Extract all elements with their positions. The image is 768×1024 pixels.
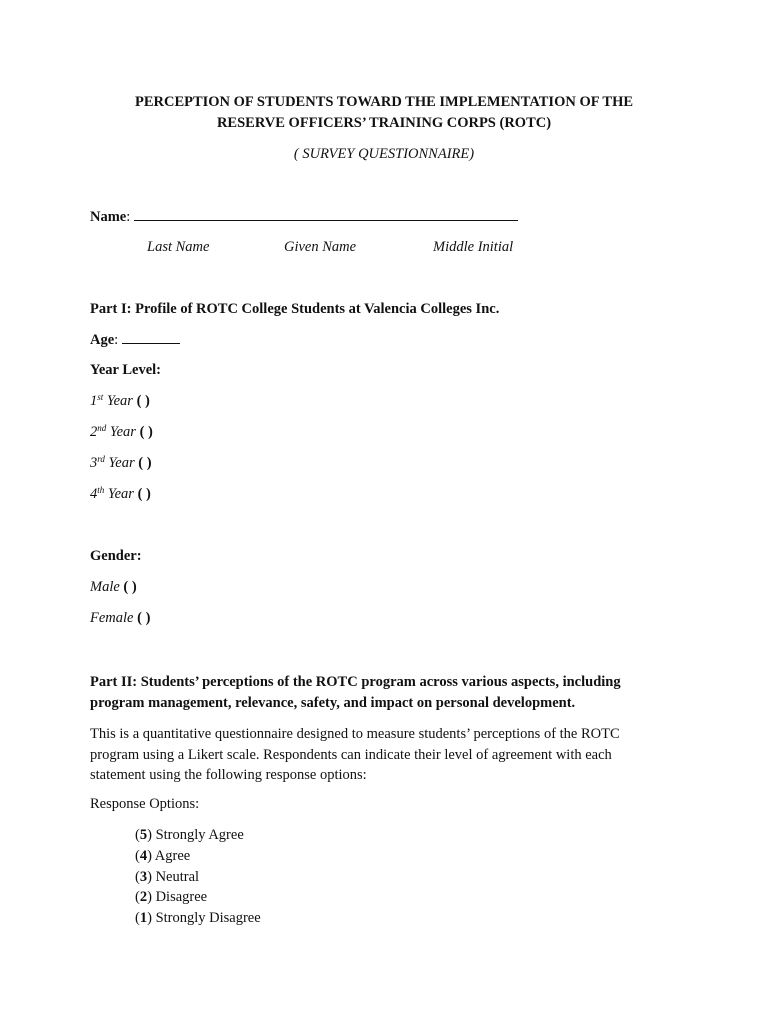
name-colon: : — [126, 209, 131, 225]
name-label: Name — [90, 209, 127, 225]
year-option-sup: nd — [97, 423, 107, 433]
year-option-checkbox[interactable]: ( ) — [137, 486, 151, 502]
gender-label: Gender: — [90, 548, 142, 564]
response-option-value: 1 — [139, 910, 148, 926]
gender-option-checkbox[interactable]: ( ) — [123, 579, 137, 595]
title-line-2: RESERVE OFFICERS’ TRAINING CORPS (ROTC) — [216, 115, 552, 131]
gender-option-checkbox[interactable]: ( ) — [137, 610, 151, 626]
response-option-5: (5) Strongly Agree — [135, 827, 244, 843]
response-option-label: Neutral — [151, 869, 200, 885]
name-input-line[interactable] — [134, 208, 518, 221]
response-option-value: 2 — [139, 889, 148, 905]
year-option-checkbox[interactable]: ( ) — [139, 424, 153, 440]
response-option-value: 3 — [139, 869, 148, 885]
age-input-line[interactable] — [122, 331, 180, 344]
response-option-label: Strongly Agree — [151, 827, 244, 843]
response-option-4: (4) Agree — [135, 848, 191, 864]
gender-option-male[interactable] — [90, 579, 137, 596]
middle-initial-label: Middle Initial — [433, 239, 514, 255]
year-level-label: Year Level: — [90, 362, 161, 378]
year-option-checkbox[interactable]: ( ) — [136, 393, 150, 409]
year-option-sup: st — [97, 392, 104, 402]
gender-option-label: Female — [90, 610, 134, 626]
year-option-word: Year — [103, 393, 133, 409]
response-option-label: Disagree — [151, 889, 208, 905]
age-row — [90, 331, 180, 349]
gender-option-label: Male — [90, 579, 120, 595]
year-option-sup: th — [97, 485, 105, 495]
response-option-label: Strongly Disagree — [151, 910, 261, 926]
response-options-label: Response Options: — [90, 796, 200, 812]
part1-heading: Part I: Profile of ROTC College Students at Valencia Colleges Inc. — [90, 301, 500, 317]
subtitle: ( SURVEY QUESTIONNAIRE) — [293, 146, 475, 162]
year-option-4[interactable] — [90, 486, 151, 503]
year-option-num: 2 — [90, 424, 98, 440]
year-option-3[interactable] — [90, 455, 152, 472]
response-option-2: (2) Disagree — [135, 889, 208, 905]
age-label: Age — [90, 332, 115, 348]
year-option-num: 3 — [90, 455, 98, 471]
year-option-word: Year — [104, 455, 135, 471]
age-colon: : — [114, 332, 119, 348]
response-option-value: 4 — [139, 848, 148, 864]
year-option-word: Year — [106, 424, 136, 440]
name-row — [90, 208, 518, 226]
year-option-1[interactable] — [90, 393, 150, 410]
part2-intro: This is a quantitative questionnaire designed to measure students’ perceptions of the ROTC program using a Likert scale. Respondents can indicate their level of agreement with each statement using the following response options: — [90, 726, 620, 783]
response-option-label: Agree — [151, 848, 191, 864]
year-option-word: Year — [104, 486, 134, 502]
year-option-checkbox[interactable]: ( ) — [138, 455, 152, 471]
year-option-sup: rd — [97, 454, 105, 464]
part2-heading: Part II: Students’ perceptions of the ROTC program across various aspects, including program management, relevance, safety, and impact on personal development. — [90, 674, 621, 711]
year-option-2[interactable] — [90, 424, 153, 441]
title-line-1: PERCEPTION OF STUDENTS TOWARD THE IMPLEMENTATION OF THE — [134, 94, 634, 110]
last-name-label: Last Name — [147, 239, 210, 255]
response-option-3: (3) Neutral — [135, 869, 200, 885]
year-option-num: 4 — [90, 486, 98, 502]
year-option-num: 1 — [90, 393, 98, 409]
given-name-label: Given Name — [284, 239, 357, 255]
response-option-1: (1) Strongly Disagree — [135, 910, 261, 926]
gender-option-female[interactable] — [90, 610, 150, 627]
response-option-value: 5 — [139, 827, 148, 843]
